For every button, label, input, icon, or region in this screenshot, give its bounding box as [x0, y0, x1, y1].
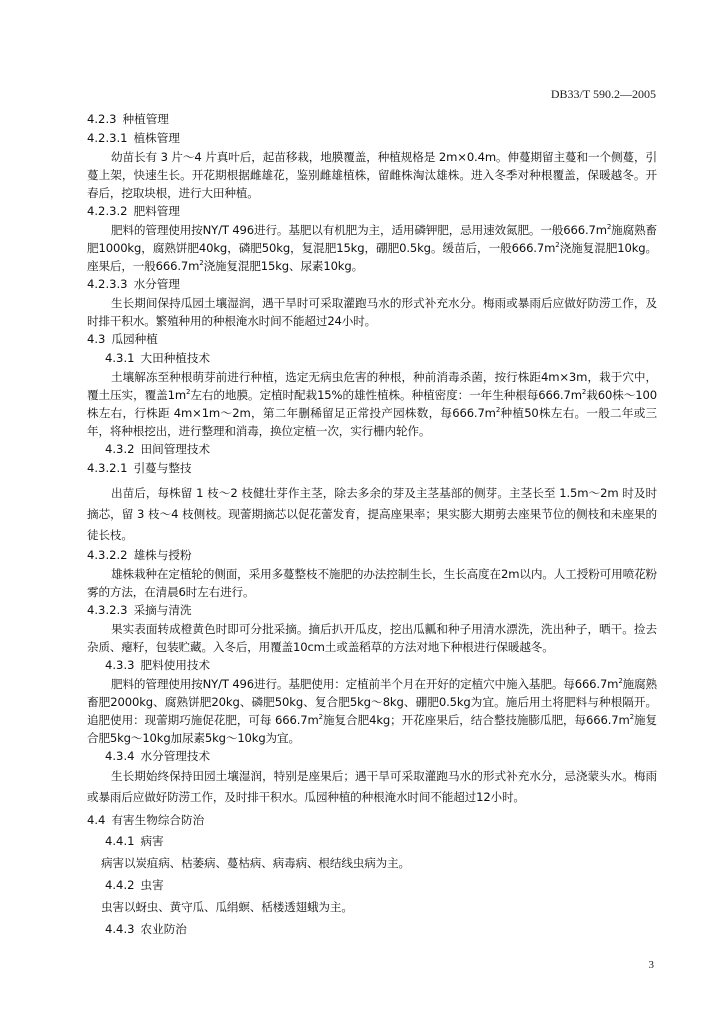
- paragraph: 肥料的管理使用按NY/T 496进行。基肥使用：定植前半个月在开好的定植穴中施入基肥。每$666.7m^2$施腐熟畜肥2000kg、腐熟饼肥20kg、磷肥50kg、复合肥5kg～8kg、硼肥0.5kg为宜。施后用土将肥料与种根隔开。追肥使用：现蕾期巧施促花肥，可每 $666.7m^2$施复合肥4kg；开花座果后，结合整技施膨瓜肥，每$666.7m^2$施复合肥5kg～10kg加尿素5kg～10kg为宜。: [87, 677, 657, 745]
- section-number: 4.3.2: [105, 442, 135, 456]
- paragraph: 病害以炭疽病、枯萎病、蔓枯病、病毒病、根结线虫病为主。: [101, 856, 410, 870]
- paragraph: 虫害以蚜虫、黄守瓜、瓜绢螟、栝楼透翅蛾为主。: [101, 900, 353, 914]
- section-number: 4.3.2.3: [87, 603, 128, 617]
- section-heading: [87, 440, 657, 459]
- section-title: 有害生物综合防治: [111, 813, 205, 827]
- section-number: 4.2.3.1: [87, 131, 128, 145]
- section-title: 种植管理: [122, 112, 169, 126]
- section-number: 4.4.2: [105, 878, 135, 892]
- section-number: 4.4.1: [105, 834, 135, 848]
- section-title: 水分管理: [133, 277, 180, 291]
- paragraph: 生长期间保持瓜园土壤湿润，遇干旱时可采取灌跑马水的形式补充水分。梅雨或暴雨后应做好防涝工作，及时排干积水。繁殖种用的种根淹水时间不能超过24小时。: [87, 296, 657, 328]
- section-title: 大田种植技术: [140, 351, 211, 365]
- standard-code-header: DB33/T 590.2—2005: [550, 87, 656, 101]
- section-number: 4.3.2.2: [87, 548, 128, 562]
- section-title: 雄株与授粉: [133, 548, 192, 562]
- section-heading: [87, 330, 657, 349]
- section-title: 虫害: [140, 878, 164, 892]
- paragraph: 幼苗长有 3 片～4 片真叶后，起苗移栽，地膜覆盖，种植规格是 2m×0.4m。伸蔓期留主蔓和一个侧蔓，引蔓上架，快速生长。开花期根据雌雄花，鉴别雌雄植株，留雌株淘汰雄株。进入冬季对种根覆盖，保暖越冬。开春后，挖取块根，进行大田种植。: [87, 150, 657, 200]
- section-heading: [87, 656, 657, 675]
- paragraph: 肥料的管理使用按NY/T 496进行。基肥以有机肥为主，适用磷钾肥，忌用速效氮肥。一般$666.7m^2$施腐熟畜肥1000kg，腐熟饼肥40kg，磷肥50kg，复混肥15kg，硼肥0.5kg。缓苗后，一般$666.7m^2$浇施复混肥10kg。座果后，一般$666.7m^2$浇施复混肥15kg、尿素10kg。: [87, 223, 657, 273]
- section-title: 水分管理技术: [140, 749, 211, 763]
- section-number: 4.4: [87, 813, 106, 827]
- section-number: 4.4.3: [105, 922, 135, 936]
- section-heading: [87, 349, 657, 368]
- page-number: 3: [648, 959, 654, 971]
- section-heading: [87, 811, 657, 830]
- section-number: 4.3.3: [105, 658, 135, 672]
- section-title: 植株管理: [133, 131, 180, 145]
- section-heading: [87, 747, 657, 766]
- section-heading: [87, 129, 657, 148]
- section-number: 4.3.2.1: [87, 461, 128, 475]
- paragraph: 果实表面转成橙黄色时即可分批采摘。摘后扒开瓜皮，挖出瓜瓤和种子用清水漂洗，洗出种子，晒干。捡去杂质、瘪籽，包装贮藏。入冬后，用覆盖10cm土或盖稻草的方法对地下种根进行保暖越冬。: [87, 622, 657, 654]
- section-title: 瓜园种植: [111, 332, 158, 346]
- section-number: 4.3.4: [105, 749, 135, 763]
- section-heading: [87, 830, 657, 852]
- section-heading: [87, 202, 657, 221]
- section-heading: [87, 275, 657, 294]
- section-number: 4.3.1: [105, 351, 135, 365]
- section-number: 4.3: [87, 332, 106, 346]
- section-heading: [87, 459, 657, 478]
- section-title: 病害: [140, 834, 164, 848]
- section-number: 4.2.3.3: [87, 277, 128, 291]
- paragraph: 雄株栽种在定植轮的侧面，采用多蔓整枝不施肥的办法控制生长，生长高度在2m以内。人工授粉可用喷花粉雾的方法，在清晨6时左右进行。: [87, 567, 657, 599]
- paragraph: 土壤解冻至种根萌芽前进行种植，选定无病虫危害的种根，种前消毒杀菌，按行株距4m×3m，栽于穴中，覆土压实，覆盖$1m^2$左右的地膜。定植时配栽15%的雄性植株。种植密度：一年生种根每$666.7m^2$栽60株～100株左右，行株距 4m×1m～2m，第二年删稀留足正常投产园株数，每$666.7m^2$种植50株左右。一般二年或三年，将种根挖出，进行整理和消毒，换位定植一次，实行栅内轮作。: [87, 370, 657, 438]
- section-title: 肥料管理: [133, 204, 180, 218]
- section-number: 4.2.3.2: [87, 204, 128, 218]
- section-heading: [87, 110, 657, 129]
- paragraph: 生长期始终保持田园土壤湿润，特别是座果后；遇干旱可采取灌跑马水的形式补充水分，忌浇蒙头水。梅雨或暴雨后应做好防涝工作，及时排干积水。瓜园种植的种根淹水时间不能超过12小时。: [87, 769, 657, 804]
- section-heading: [87, 546, 657, 565]
- section-heading: [87, 874, 657, 896]
- document-body: [87, 110, 657, 940]
- section-heading: [87, 918, 657, 940]
- section-title: 农业防治: [140, 922, 187, 936]
- section-title: 田间管理技术: [140, 442, 211, 456]
- section-number: 4.2.3: [87, 112, 117, 126]
- section-title: 采摘与清洗: [133, 603, 192, 617]
- section-title: 肥料使用技术: [140, 658, 211, 672]
- section-heading: [87, 601, 657, 620]
- paragraph: 出苗后，每株留 1 枝～2 枝健壮芽作主茎，除去多余的芽及主茎基部的侧芽。主茎长至 1.5m～2m 时及时摘芯，留 3 枝～4 枝侧枝。现蕾期摘芯以促花蕾发育，提高座果率；果实膨大期剪去座果节位的侧枝和未座果的徒长枝。: [87, 486, 657, 542]
- section-title: 引蔓与整技: [133, 461, 192, 475]
